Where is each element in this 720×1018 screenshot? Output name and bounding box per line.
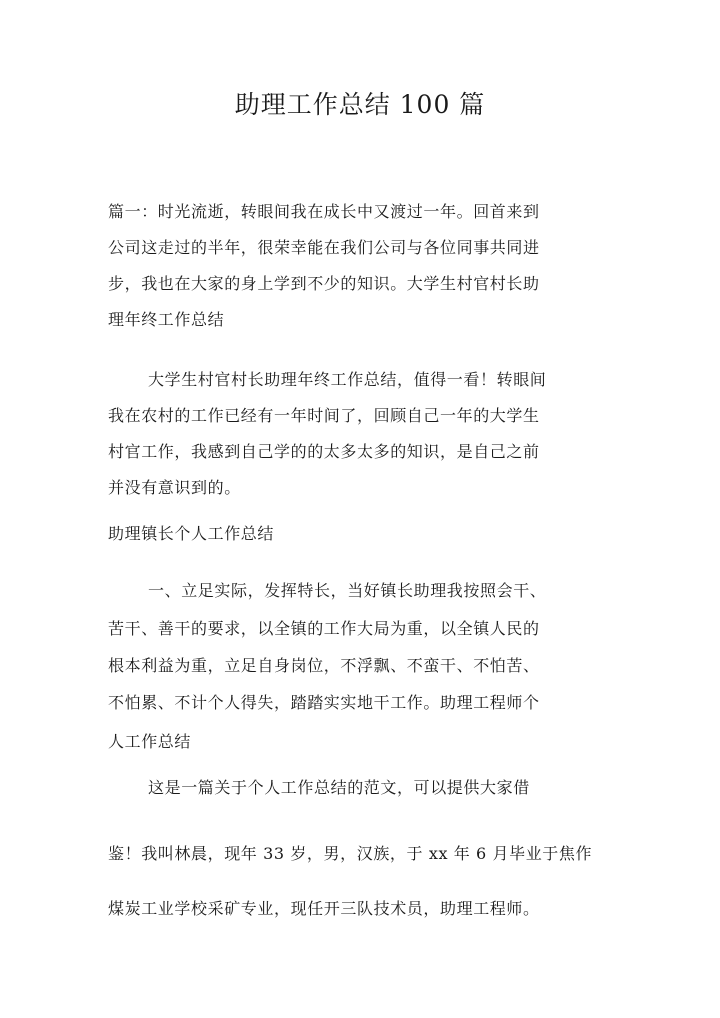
paragraph-line: 不怕累、不计个人得失，踏踏实实地干工作。助理工程师个 bbox=[108, 693, 540, 712]
paragraph-line: 煤炭工业学校采矿专业，现任开三队技术员，助理工程师。 bbox=[108, 899, 540, 918]
section-heading: 助理镇长个人工作总结 bbox=[108, 524, 275, 543]
paragraph-line: 村官工作，我感到自己学的的太多太多的知识，是自己之前 bbox=[108, 442, 540, 461]
paragraph-line: 鉴！我叫林晨，现年 33 岁，男，汉族，于 xx 年 6 月毕业于焦作 bbox=[108, 844, 593, 863]
paragraph-line: 理年终工作总结 bbox=[108, 310, 225, 329]
paragraph-line: 苦干、善干的要求，以全镇的工作大局为重，以全镇人民的 bbox=[108, 619, 540, 638]
paragraph-line: 大学生村官村长助理年终工作总结，值得一看！转眼间 bbox=[148, 370, 547, 389]
paragraph-line: 我在农村的工作已经有一年时间了，回顾自己一年的大学生 bbox=[108, 406, 540, 425]
paragraph-line: 根本利益为重，立足自身岗位，不浮飘、不蛮干、不怕苦、 bbox=[108, 656, 540, 675]
paragraph-line: 并没有意识到的。 bbox=[108, 478, 241, 497]
paragraph-line: 公司这走过的半年，很荣幸能在我们公司与各位同事共同进 bbox=[108, 238, 540, 257]
paragraph-line: 篇一：时光流逝，转眼间我在成长中又渡过一年。回首来到 bbox=[108, 202, 540, 221]
paragraph-line: 这是一篇关于个人工作总结的范文，可以提供大家借 bbox=[148, 778, 530, 797]
paragraph-line: 一、立足实际，发挥特长，当好镇长助理我按照会干、 bbox=[148, 581, 547, 600]
paragraph-line: 步，我也在大家的身上学到不少的知识。大学生村官村长助 bbox=[108, 274, 540, 293]
document-title: 助理工作总结 100 篇 bbox=[234, 90, 486, 119]
paragraph-line: 人工作总结 bbox=[108, 732, 192, 751]
